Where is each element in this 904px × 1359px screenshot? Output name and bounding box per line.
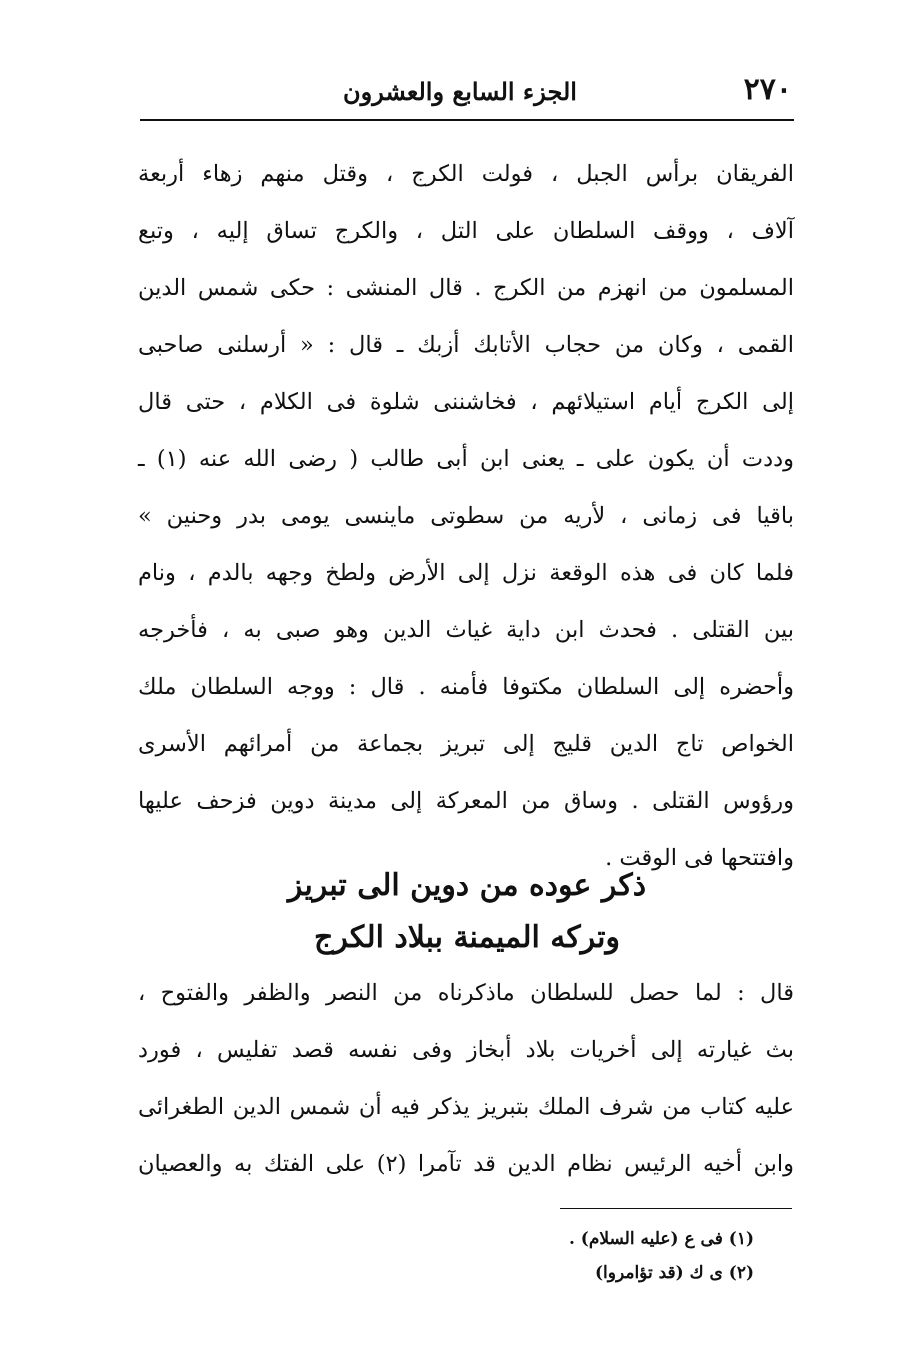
text-line: المسلمون من انهزم من الكرج . قال المنشى : حكى شمس الدين [138,275,794,301]
paragraph-2 [138,965,794,1193]
page-header [140,70,792,114]
text-line: بث غيارته إلى أخريات بلاد أبخاز وفى نفسه قصد تفليس ، فورد [138,1037,794,1063]
section-heading [140,860,794,964]
footnote-1: (١) فى ع (عليه السلام) . [568,1229,754,1249]
text-line: عليه كتاب من شرف الملك بتبريز يذكر فيه أن شمس الدين الطغرائى [138,1094,794,1120]
text-line: الخواص تاج الدين قليج إلى تبريز بجماعة من أمرائهم الأسرى [138,731,794,757]
text-line: باقيا فى زمانى ، لأريه من سطوتى ماينسى يومى بدر وحنين » [138,503,794,529]
text-line: إلى الكرج أيام استيلائهم ، فخاشننى شلوة فى الكلام ، حتى قال [138,389,794,415]
section-heading-line-1: ذكر عوده من دوين الى تبريز [287,868,647,903]
running-title: الجزء السابع والعشرون [343,77,577,106]
text-line: آلاف ، ووقف السلطان على التل ، والكرج تساق إليه ، وتبع [138,218,794,244]
section-heading-line-2: وتركه الميمنة ببلاد الكرج [313,920,621,955]
text-line: الفريقان برأس الجبل ، فولت الكرج ، وقتل منهم زهاء أربعة [138,161,794,187]
footnotes [454,1222,754,1290]
footnote-rule [560,1208,792,1209]
text-line: وددت أن يكون على ـ يعنى ابن أبى طالب ( رضى الله عنه (١) ـ [138,446,794,472]
text-line: بين القتلى . فحدث ابن داية غياث الدين وهو صبى به ، فأخرجه [138,617,794,643]
text-line: قال : لما حصل للسلطان ماذكرناه من النصر والظفر والفتوح ، [138,980,794,1006]
text-line: وافتتحها فى الوقت . [605,845,794,871]
text-line: وابن أخيه الرئيس نظام الدين قد تآمرا (٢) على الفتك به والعصيان [138,1151,794,1177]
text-line: ورؤوس القتلى . وساق من المعركة إلى مدينة دوين فزحف عليها [138,788,794,814]
header-rule [140,119,794,121]
page-number: ٢٧٠ [743,72,792,107]
text-line: وأحضره إلى السلطان مكتوفا فأمنه . قال : ووجه السلطان ملك [138,674,794,700]
footnote-2: (٢) ى ك (قد تؤامروا) [594,1263,754,1283]
text-line: فلما كان فى هذه الوقعة نزل إلى الأرض ولطخ وجهه بالدم ، ونام [138,560,794,586]
paragraph-1 [138,146,794,887]
text-line: القمى ، وكان من حجاب الأتابك أزبك ـ قال : « أرسلنى صاحبى [138,332,794,358]
